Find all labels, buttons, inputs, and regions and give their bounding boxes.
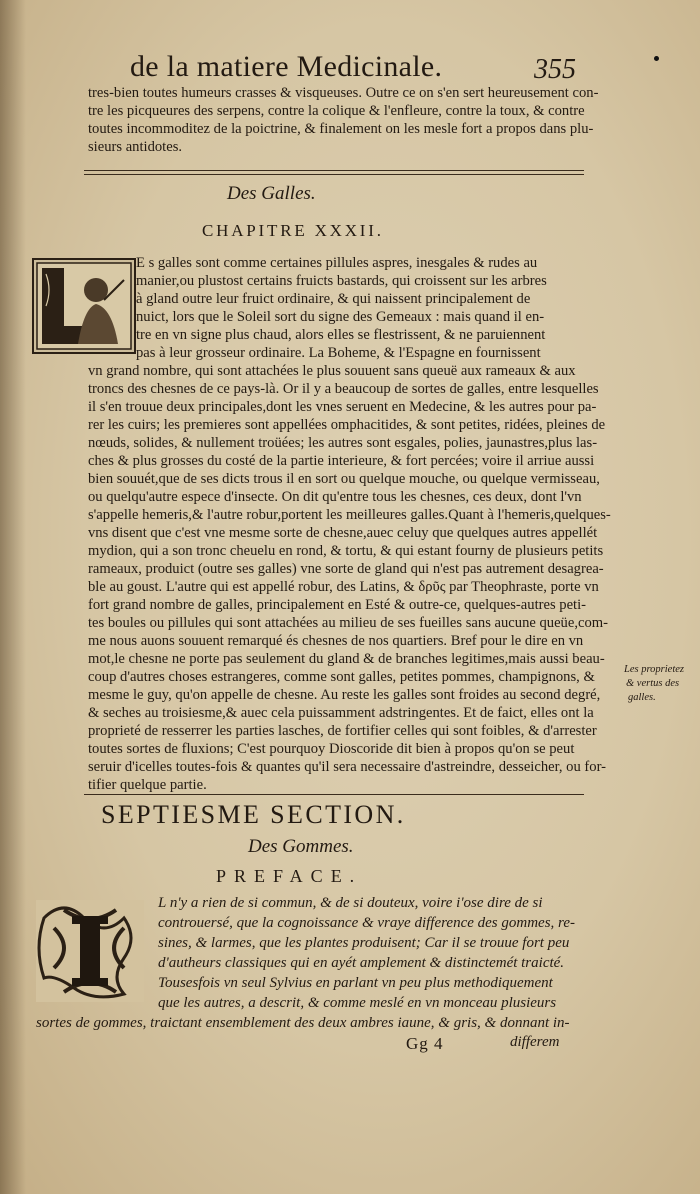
text-line: vn grand nombre, qui sont attachées le plus souuent sans queuë aux rameaux & aux (88, 363, 576, 379)
catchword: differem (510, 1034, 560, 1050)
text-line: me nous auons souuent remarqué és chesnes de nos quartiers. Bref pour le dire en vn (88, 633, 584, 649)
signature-mark: Gg 4 (406, 1034, 444, 1053)
page-number: 355 (534, 54, 576, 85)
text-line: fort grand nombre de galles, principalement en Esté & outre-ce, quelques-autres peti- (88, 597, 587, 613)
section-rule (84, 794, 584, 795)
text-line: rameaux, produict (outre ses galles) vne sorte de gland qui n'est pas autrement desagrea- (88, 561, 604, 577)
text-line: Tousesfois vn seul Sylvius en parlant vn peu plus methodiquement (158, 975, 553, 991)
text-line: toutes incommoditez de la poictrine, & finalement on les mesle fort a propos dans plu- (88, 121, 594, 137)
text-line: tres-bien toutes humeurs crasses & visqueuses. Outre ce on s'en sert heureusement con- (88, 85, 599, 101)
text-line: seruir d'icelles toutes-fois & quantes qu'il sera necessaire d'astreindre, desseicher, ou for- (88, 759, 607, 775)
text-line: L n'y a rien de si commun, & de si douteux, voire i'ose dire de si (158, 895, 543, 911)
text-line: vns disent que c'est vne mesme sorte de chesne,auec celuy que quelques autres appellét (88, 525, 598, 541)
text-line: E s galles sont comme certaines pillules aspres, inesgales & rudes au (136, 255, 538, 271)
text-line: coup d'autres choses estrangeres, comme sont galles, petites pommes, champignons, & (88, 669, 595, 685)
preface-heading: PREFACE. (216, 866, 363, 886)
text-line: tre les picqueures des serpens, contre la colique & l'enfleure, contre la toux, & contre (88, 103, 585, 119)
text-line: mesme le guy, qu'on appelle de chesne. Au reste les galles sont froides au second degré, (88, 687, 601, 703)
text-line: bien souuét,que de ses dicts trous il en sort ou quelque mouche, ou quelque vermisseau, (88, 471, 600, 487)
text-line: que les autres, a descrit, & comme meslé en vn monceau plusieurs (158, 995, 557, 1011)
text-line: sines, & larmes, que les plantes produisent; Car il se trouue fort peu (158, 935, 570, 951)
running-head: de la matiere Medicinale. (130, 50, 443, 83)
text-line: ble au goust. L'autre qui est appellé robur, des Latins, & δρῦς par Theophraste, porte vn (88, 579, 599, 595)
ink-spot (654, 56, 659, 61)
text-line: tes boules ou pillules qui sont attachées au milieu de ses fueilles sans aucune queüe,com- (88, 615, 608, 631)
spine-shadow (0, 0, 26, 1194)
text-line: il s'en trouue deux principales,dont les vnes seruent en Medecine, & les autres pour pa- (88, 399, 597, 415)
text-line: rer les cuirs; les premieres sont appellées omphacitides, & sont petites, ridées, pleines de (88, 417, 606, 433)
text-line: mot,le chesne ne porte pas seulement du gland & de branches legitimes,mais aussi beau- (88, 651, 605, 667)
text-line: sortes de gommes, traictant ensemblement des deux ambres iaune, & gris, & donnant in- (36, 1015, 570, 1031)
text-line: controuersé, que la cognoissance & vraye difference des gommes, re- (158, 915, 575, 931)
text-line: proprieté de resserrer les parties lasches, de fortifier celles qui sont foibles, & d'arrester (88, 723, 597, 739)
margin-note: & vertus des (626, 678, 680, 689)
margin-note: galles. (628, 692, 656, 703)
text-line: & seches au troisiesme,& auec cela puissamment adstringentes. Et de faict, elles ont la (88, 705, 594, 721)
text-line: nuict, lors que le Soleil sort du signe des Gemeaux : mais quand il en- (136, 309, 545, 325)
decorated-initial-l (32, 258, 136, 354)
text-line: sieurs antidotes. (88, 139, 183, 155)
text-line: toutes sortes de fluxions; C'est pourquoy Dioscoride dit bien à propos qu'on se peut (88, 741, 575, 757)
text-line: nœuds, solides, & nullement troüées; les autres sont esgales, polies, jaunastres,plus las- (88, 435, 598, 451)
text-line: à gland outre leur fruict ordinaire, & qui naissent principalement de (136, 291, 531, 307)
text-line: manier,ou plustost certains fruicts bastards, qui croissent sur les arbres (136, 273, 547, 289)
margin-note: Les proprietez (624, 664, 684, 675)
section-rule (84, 170, 584, 171)
section-rule (84, 174, 584, 175)
text-line: d'autheurs classiques qui en ayét amplement & distinctemét traicté. (158, 955, 565, 971)
section-title: SEPTIESME SECTION. (101, 800, 406, 829)
text-line: troncs des chesnes de ce pays-là. Or il y a beaucoup de sortes de galles, entre lesquelles (88, 381, 599, 397)
chapter-title: Des Gommes. (248, 836, 354, 857)
chapter-title: Des Galles. (227, 183, 316, 204)
text-line: ou quelqu'autre espece d'insecte. On dit qu'entre tous les chesnes, ces deux, dont l'vn (88, 489, 582, 505)
chapter-number: CHAPITRE XXXII. (202, 221, 384, 240)
text-line: s'appelle hemeris,& l'autre robur,portent les meilleures galles.Quant à l'hemeris,quelques- (88, 507, 611, 523)
text-line: mydion, qui a son tronc cheuelu en rond, & tortu, & qui estant fourny de plusieurs petits (88, 543, 604, 559)
text-line: tre en vn signe plus chaud, alors elles se flestrissent, & ne paruiennent (136, 327, 546, 343)
text-line: ches & plus grosses du costé de la partie interieure, & fort percées; voire il arriue aussi (88, 453, 595, 469)
ornate-initial-i (34, 898, 146, 1004)
text-line: tifier quelque partie. (88, 777, 207, 793)
text-line: pas à leur grosseur ordinaire. La Boheme, & l'Espagne en fournissent (136, 345, 541, 361)
